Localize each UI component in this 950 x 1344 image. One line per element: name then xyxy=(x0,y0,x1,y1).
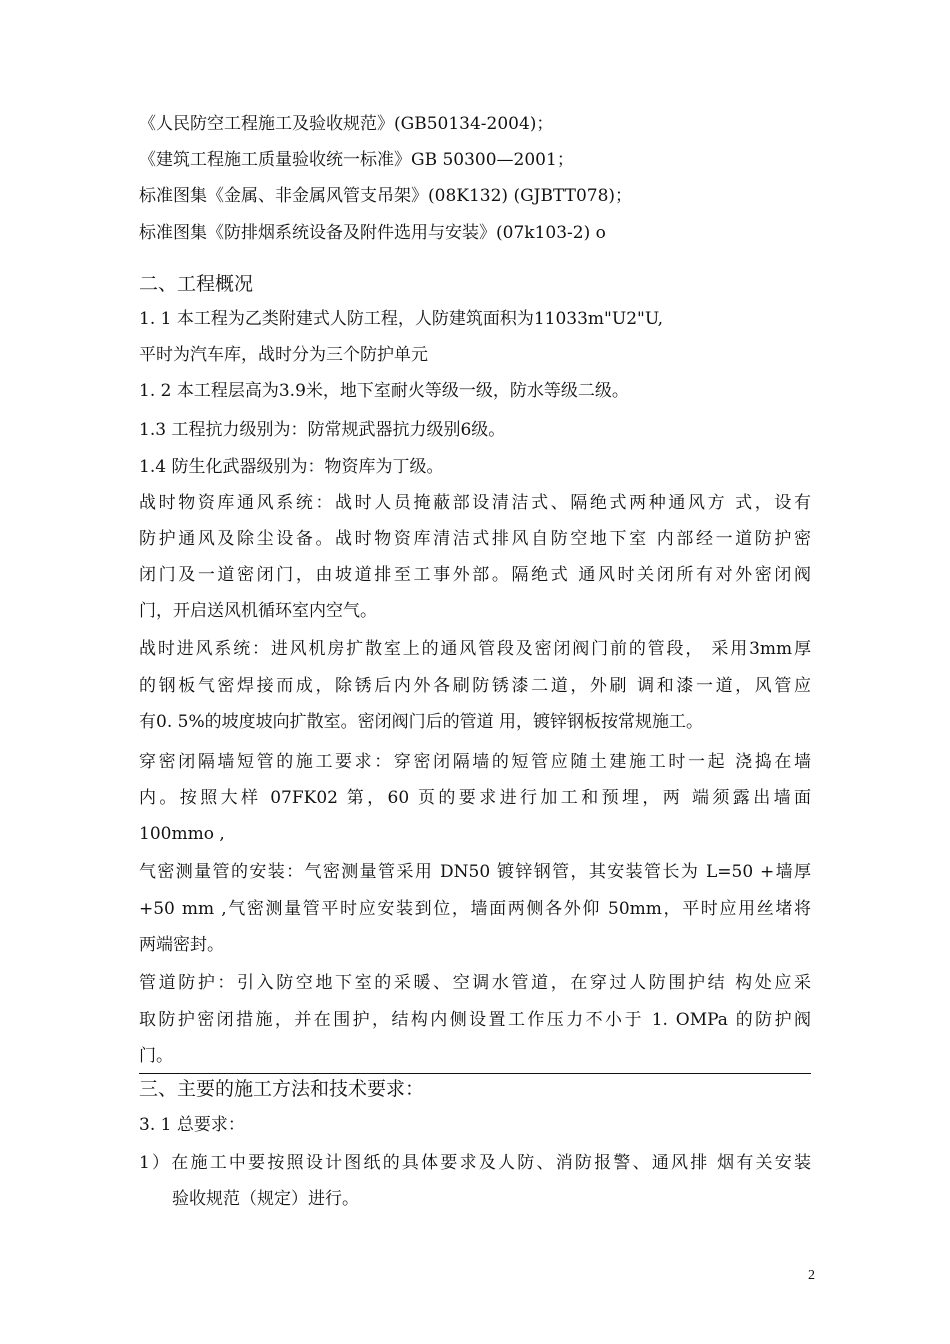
paragraph-line: 气密测量管的安装：气密测量管采用 DN50 镀锌钢管，其安装管长为 L=50 +墙厚 xyxy=(139,862,811,882)
paragraph-line: 100mmo , xyxy=(139,824,225,844)
paragraph-line: 战时物资库通风系统：战时人员掩蔽部设清洁式、隔绝式两种通风方 式，设有 xyxy=(139,493,811,513)
reference-line: 《建筑工程施工质量验收统一标准》GB 50300—2001； xyxy=(139,150,574,170)
section-heading: 三、主要的施工方法和技术要求： xyxy=(139,1078,425,1100)
page-number: 2 xyxy=(808,1268,815,1283)
paragraph-line: 防护通风及除尘设备。战时物资库清洁式排风自防空地下室 内部经一道防护密 xyxy=(139,529,811,549)
subsection-heading: 3. 1 总要求： xyxy=(139,1115,245,1135)
reference-line: 标准图集《金属、非金属风管支吊架》(08K132) (GJBTT078)； xyxy=(139,186,633,206)
paragraph-line: 闭门及一道密闭门，由坡道排至工事外部。隔绝式 通风时关闭所有对外密闭阀 xyxy=(139,565,811,585)
paragraph-line: 门。 xyxy=(139,1046,173,1066)
list-item: 1. 2 本工程层高为3.9米，地下室耐火等级一级，防水等级二级。 xyxy=(139,381,629,401)
reference-line: 《人民防空工程施工及验收规范》(GB50134-2004)； xyxy=(139,114,554,134)
list-item-continuation: 验收规范（规定）进行。 xyxy=(172,1189,359,1209)
paragraph-line: 有0. 5%的坡度坡向扩散室。密闭阀门后的管道 用，镀锌钢板按常规施工。 xyxy=(139,712,703,732)
paragraph-line: +50 mm ,气密测量管平时应安装到位，墙面两侧各外仰 50mm，平时应用丝堵将 xyxy=(139,899,811,919)
paragraph-line: 内。按照大样 07FK02 第，60 页的要求进行加工和预埋，两 端须露出墙面 xyxy=(139,788,811,808)
paragraph-line: 两端密封。 xyxy=(139,935,224,955)
section-heading: 二、工程概况 xyxy=(139,273,254,295)
paragraph-line: 取防护密闭措施，并在围护，结构内侧设置工作压力不小于 1. OMPa 的防护阀 xyxy=(139,1010,811,1030)
paragraph-line: 管道防护：引入防空地下室的采暖、空调水管道，在穿过人防围护结 构处应采 xyxy=(139,973,811,993)
paragraph-line: 门，开启送风机循环室内空气。 xyxy=(139,601,377,621)
list-item: 平时为汽车库，战时分为三个防护单元 xyxy=(139,345,428,365)
list-item: 1.4 防生化武器级别为：物资库为丁级。 xyxy=(139,457,444,477)
list-item: 1. 1 本工程为乙类附建式人防工程，人防建筑面积为11033m"U2"U, xyxy=(139,309,663,329)
paragraph-line: 的钢板气密焊接而成，除锈后内外各刷防锈漆二道，外刷 调和漆一道，风管应 xyxy=(139,676,811,696)
reference-line: 标准图集《防排烟系统设备及附件选用与安装》(07k103-2) o xyxy=(139,223,606,243)
section-divider xyxy=(139,1073,811,1074)
paragraph-line: 穿密闭隔墙短管的施工要求：穿密闭隔墙的短管应随土建施工时一起 浇捣在墙 xyxy=(139,752,811,772)
list-item: 1.3 工程抗力级别为：防常规武器抗力级别6级。 xyxy=(139,420,506,440)
list-item: 1）在施工中要按照设计图纸的具体要求及人防、消防报警、通风排 烟有关安装 xyxy=(139,1153,811,1173)
paragraph-line: 战时进风系统：进风机房扩散室上的通风管段及密闭阀门前的管段， 采用3mm厚 xyxy=(139,639,811,659)
